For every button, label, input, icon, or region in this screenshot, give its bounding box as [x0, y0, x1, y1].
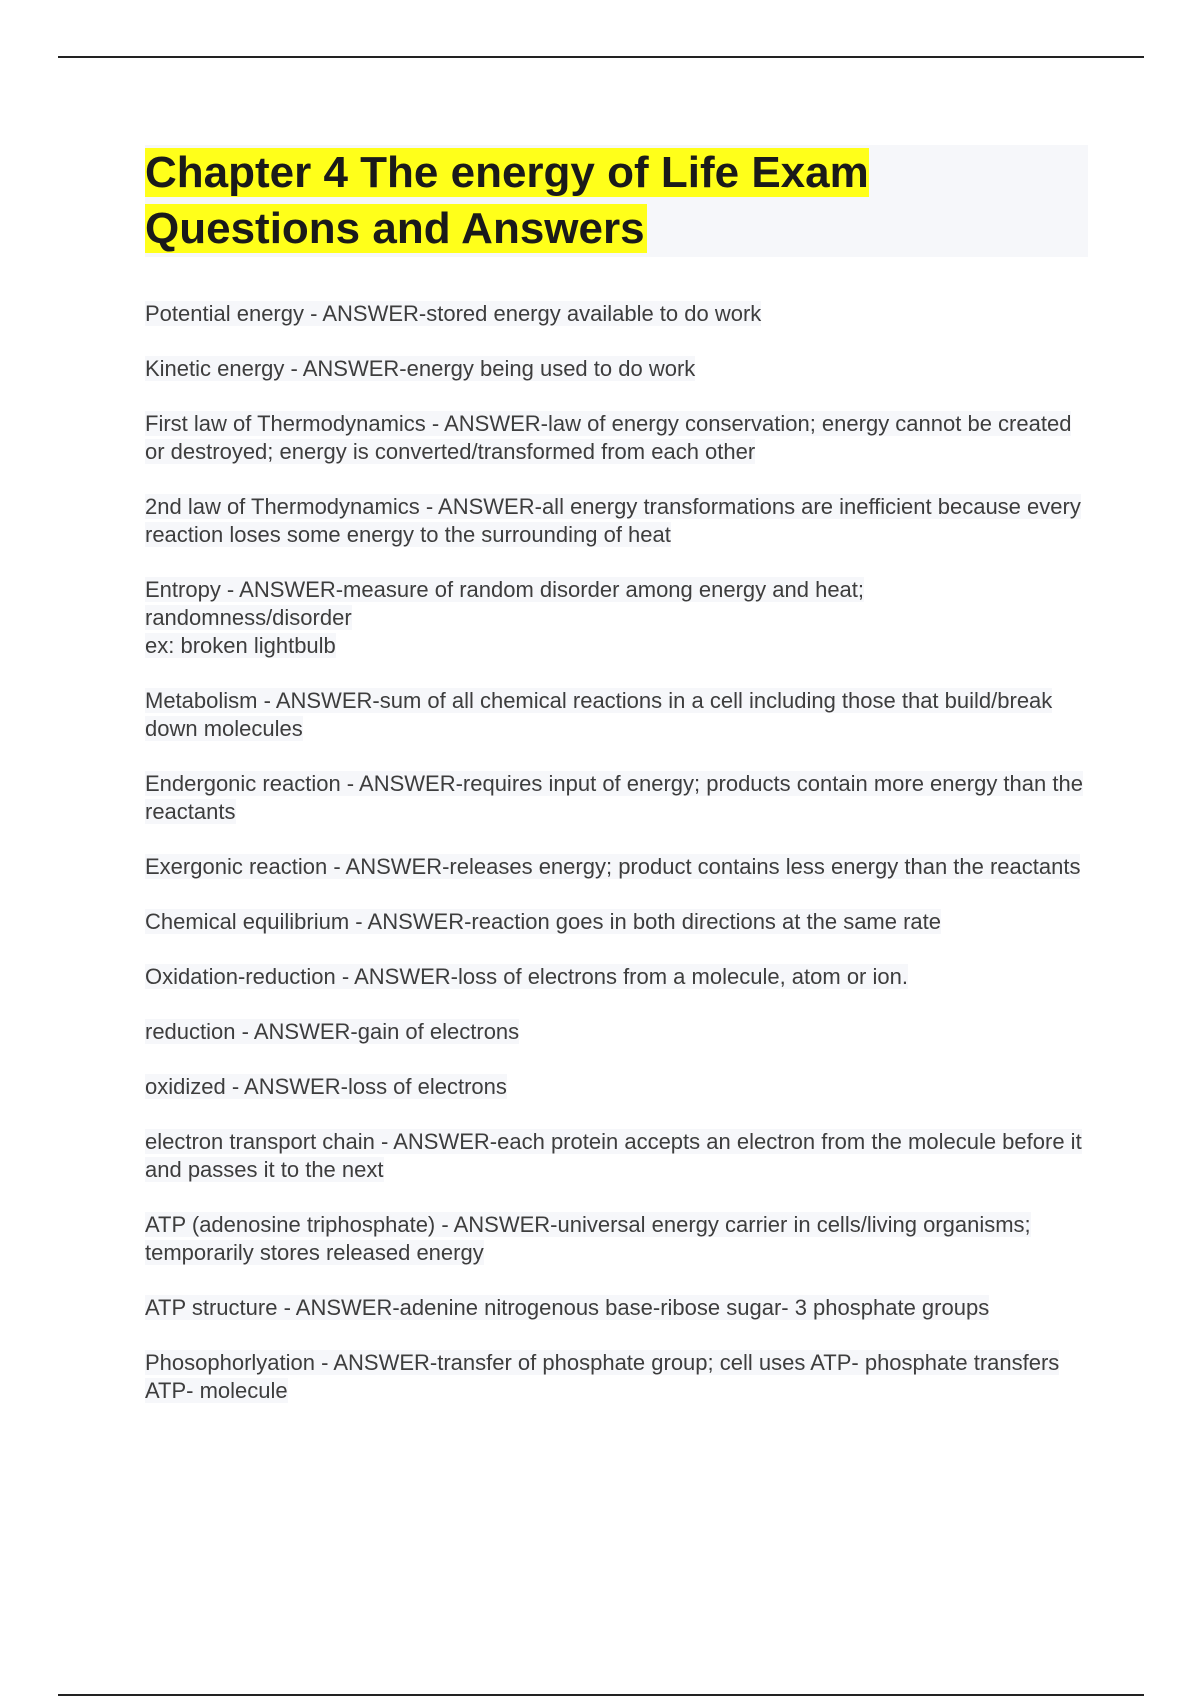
qa-item-exergonic: [145, 853, 1095, 881]
qa-text: First law of Thermodynamics - ANSWER-law of energy conservation; energy cannot be created or destroyed; energy is converted/transformed from each other: [145, 411, 1072, 464]
qa-item-entropy: [145, 576, 1095, 660]
qa-text: Exergonic reaction - ANSWER-releases energy; product contains less energy than the reactants: [145, 854, 1081, 879]
qa-item-first-law: [145, 410, 1095, 466]
qa-item-atp-structure: [145, 1294, 1095, 1322]
qa-item-endergonic: [145, 770, 1095, 826]
qa-text: Endergonic reaction - ANSWER-requires input of energy; products contain more energy than the reactants: [145, 771, 1083, 824]
qa-text: ATP (adenosine triphosphate) - ANSWER-universal energy carrier in cells/living organisms; temporarily stores released energy: [145, 1212, 1031, 1265]
bottom-rule: [58, 1694, 1144, 1696]
qa-item-potential-energy: [145, 300, 1095, 328]
qa-text: Oxidation-reduction - ANSWER-loss of electrons from a molecule, atom or ion.: [145, 964, 908, 989]
qa-text: Chemical equilibrium - ANSWER-reaction goes in both directions at the same rate: [145, 909, 942, 934]
qa-text: oxidized - ANSWER-loss of electrons: [145, 1074, 507, 1099]
qa-item-atp: [145, 1211, 1095, 1267]
qa-text: electron transport chain - ANSWER-each protein accepts an electron from the molecule before it and passes it to the next: [145, 1129, 1082, 1182]
qa-item-oxidized: [145, 1073, 1095, 1101]
qa-item-phosphorylation: [145, 1349, 1095, 1405]
qa-text: 2nd law of Thermodynamics - ANSWER-all energy transformations are inefficient because every reaction loses some energy to the surrounding of heat: [145, 494, 1081, 547]
qa-text: Metabolism - ANSWER-sum of all chemical reactions in a cell including those that build/break down molecules: [145, 688, 1053, 741]
qa-item-metabolism: [145, 687, 1095, 743]
qa-text: Potential energy - ANSWER-stored energy available to do work: [145, 301, 762, 326]
qa-item-kinetic-energy: [145, 355, 1095, 383]
qa-text: ATP structure - ANSWER-adenine nitrogenous base-ribose sugar- 3 phosphate groups: [145, 1295, 990, 1320]
title-block: [145, 145, 1088, 257]
qa-item-reduction: [145, 1018, 1095, 1046]
qa-item-chemical-equilibrium: [145, 908, 1095, 936]
page-title: [145, 145, 1088, 257]
qa-list: [145, 300, 1095, 1432]
qa-text: Phosophorlyation - ANSWER-transfer of phosphate group; cell uses ATP- phosphate transfers ATP- molecule: [145, 1350, 1060, 1403]
qa-text: Entropy - ANSWER-measure of random disorder among energy and heat; randomness/disorder ex: broken lightbulb: [145, 577, 865, 658]
qa-item-electron-transport-chain: [145, 1128, 1095, 1184]
qa-item-oxidation-reduction: [145, 963, 1095, 991]
qa-text: reduction - ANSWER-gain of electrons: [145, 1019, 520, 1044]
top-rule: [58, 56, 1144, 58]
qa-item-second-law: [145, 493, 1095, 549]
title-highlight: Chapter 4 The energy of Life Exam Questions and Answers: [145, 148, 869, 253]
qa-text: Kinetic energy - ANSWER-energy being used to do work: [145, 356, 696, 381]
